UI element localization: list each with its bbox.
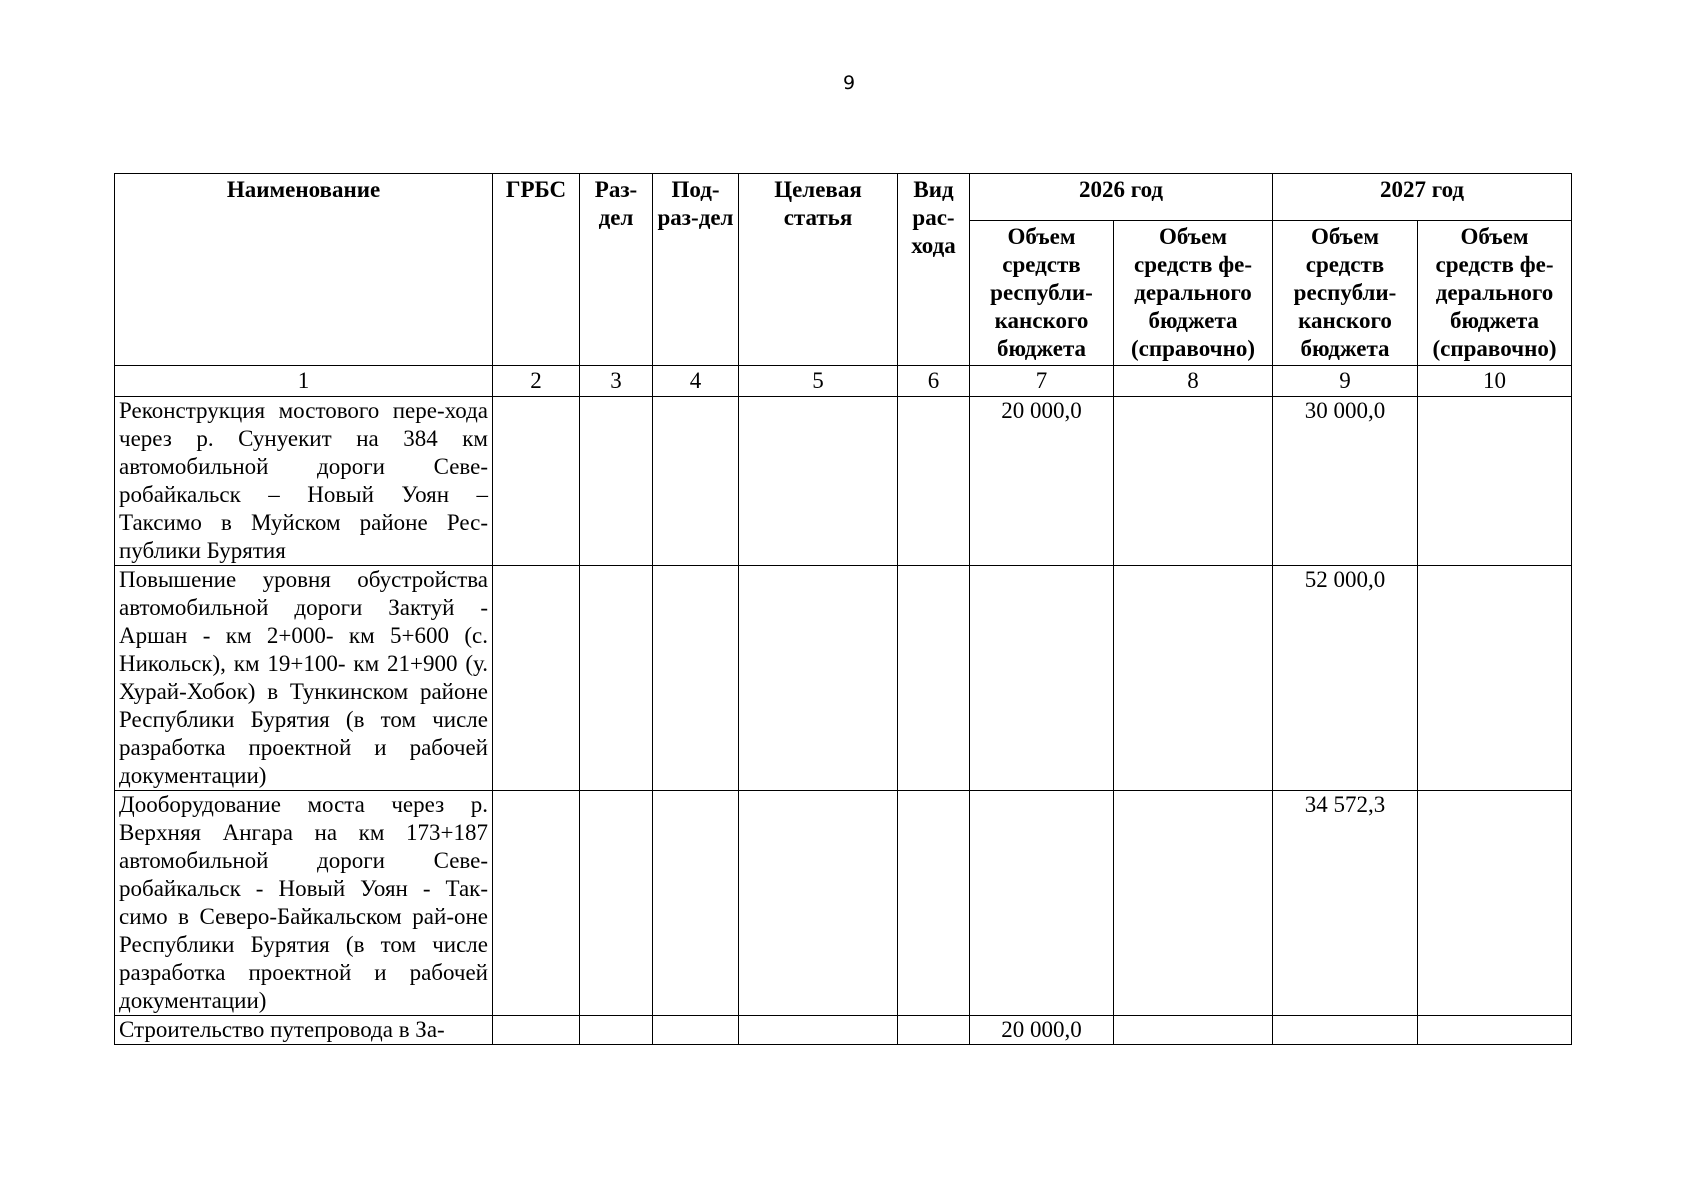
row-vid — [898, 791, 970, 1016]
row-name: Строительство путепровода в За- — [115, 1016, 493, 1045]
row-podrazdel — [653, 397, 739, 566]
table-row — [115, 1016, 1572, 1045]
column-number: 7 — [970, 366, 1114, 397]
row-podrazdel — [653, 791, 739, 1016]
row-name: Реконструкция мостового пере-хода через р. Сунуекит на 384 км автомобильной дороги Севе-робайкальск – Новый Уоян – Таксимо в Муйском районе Рес-публики Бурятия — [115, 397, 493, 566]
row-podrazdel — [653, 1016, 739, 1045]
row-fed-2026 — [1114, 397, 1273, 566]
row-fed-2026 — [1114, 566, 1273, 791]
row-name: Дооборудование моста через р. Верхняя Ангара на км 173+187 автомобильной дороги Севе-робайкальск - Новый Уоян - Так-симо в Северо-Байкальском рай-оне Республики Бурятия (в том числе разработка проектной и рабочей документации) — [115, 791, 493, 1016]
header-name: Наименование — [115, 174, 493, 366]
header-vid-rashoda: Вид рас-хода — [898, 174, 970, 366]
row-fed-2027 — [1418, 566, 1572, 791]
header-fed-2027: Объем средств фе-дерального бюджета (справочно) — [1418, 221, 1572, 366]
header-rep-2026: Объем средств республи-канского бюджета — [970, 221, 1114, 366]
row-vid — [898, 397, 970, 566]
row-rep-2027: 52 000,0 — [1273, 566, 1418, 791]
header-year-2027: 2027 год — [1273, 174, 1572, 221]
table-row — [115, 566, 1572, 791]
row-razdel — [580, 397, 653, 566]
row-fed-2027 — [1418, 397, 1572, 566]
row-celevaya — [739, 1016, 898, 1045]
row-rep-2026 — [970, 566, 1114, 791]
row-rep-2027: 34 572,3 — [1273, 791, 1418, 1016]
column-number: 3 — [580, 366, 653, 397]
row-fed-2027 — [1418, 1016, 1572, 1045]
column-number: 5 — [739, 366, 898, 397]
row-fed-2027 — [1418, 791, 1572, 1016]
row-grbs — [493, 791, 580, 1016]
table-row — [115, 397, 1572, 566]
column-number: 10 — [1418, 366, 1572, 397]
row-razdel — [580, 791, 653, 1016]
row-podrazdel — [653, 566, 739, 791]
row-fed-2026 — [1114, 1016, 1273, 1045]
row-rep-2027: 30 000,0 — [1273, 397, 1418, 566]
row-vid — [898, 566, 970, 791]
column-number: 8 — [1114, 366, 1273, 397]
header-row — [115, 174, 1572, 221]
page-number: 9 — [842, 72, 856, 94]
row-razdel — [580, 566, 653, 791]
row-grbs — [493, 397, 580, 566]
column-number: 9 — [1273, 366, 1418, 397]
row-vid — [898, 1016, 970, 1045]
row-grbs — [493, 566, 580, 791]
column-number: 4 — [653, 366, 739, 397]
column-number: 1 — [115, 366, 493, 397]
header-podrazdel: Под-раз-дел — [653, 174, 739, 366]
column-number-row — [115, 366, 1572, 397]
header-grbs: ГРБС — [493, 174, 580, 366]
row-celevaya — [739, 791, 898, 1016]
header-year-2026: 2026 год — [970, 174, 1273, 221]
header-razdel: Раз-дел — [580, 174, 653, 366]
row-grbs — [493, 1016, 580, 1045]
header-fed-2026: Объем средств фе-дерального бюджета (справочно) — [1114, 221, 1273, 366]
row-celevaya — [739, 397, 898, 566]
budget-table — [114, 173, 1572, 1045]
row-rep-2026 — [970, 791, 1114, 1016]
header-celevaya-statya: Целевая статья — [739, 174, 898, 366]
row-rep-2026: 20 000,0 — [970, 397, 1114, 566]
column-number: 2 — [493, 366, 580, 397]
row-rep-2027 — [1273, 1016, 1418, 1045]
row-razdel — [580, 1016, 653, 1045]
table-row — [115, 791, 1572, 1016]
column-number: 6 — [898, 366, 970, 397]
row-celevaya — [739, 566, 898, 791]
row-fed-2026 — [1114, 791, 1273, 1016]
header-rep-2027: Объем средств республи-канского бюджета — [1273, 221, 1418, 366]
row-rep-2026: 20 000,0 — [970, 1016, 1114, 1045]
row-name: Повышение уровня обустройства автомобильной дороги Зактуй - Аршан - км 2+000- км 5+600 (с. Никольск), км 19+100- км 21+900 (у. Хурай-Хобок) в Тункинском районе Республики Бурятия (в том числе разработка проектной и рабочей документации) — [115, 566, 493, 791]
